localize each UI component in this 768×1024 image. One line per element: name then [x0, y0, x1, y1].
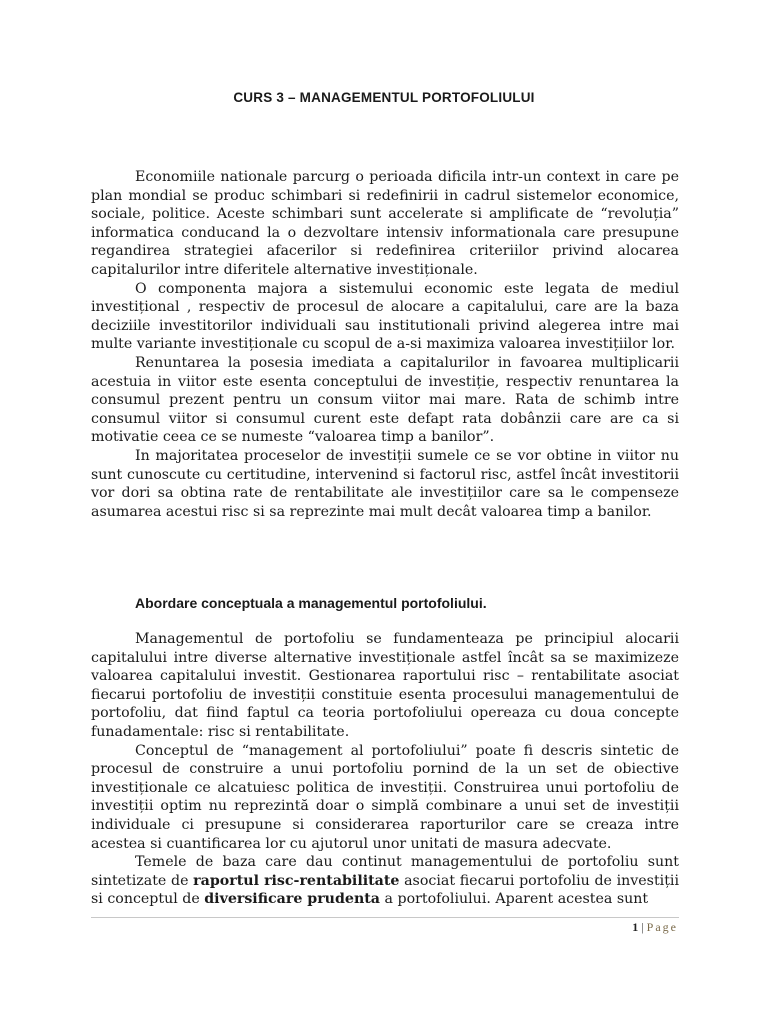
- text-run: Temele de baza care dau continut managementului de portofoliu sunt sintetizate de: [91, 854, 679, 889]
- paragraph: Renuntarea la posesia imediata a capitalurilor in favoarea multiplicarii acestuia in viitor este esenta conceptului de investiție, respectiv renuntarea la consumul prezent pentru un consum viitor mai mare. Rata de schimb intre consumul viitor si consumul curent este defapt rata dobânzii care are ca si motivatie ceea ce se numeste “valoarea timp a banilor”.: [91, 354, 679, 446]
- section-heading: Abordare conceptuala a managementul portofoliului.: [135, 595, 487, 611]
- page-label: Page: [646, 920, 678, 934]
- concept-section: [91, 630, 679, 909]
- text-run: a portofoliului. Aparent acestea sunt: [380, 891, 649, 908]
- paragraph: O componenta majora a sistemului economic este legata de mediul investițional , respectiv de procesul de alocare a capitalului, care are la baza deciziile investitorilor individuali sau institutionali privind alegerea intre mai multe variante investiționale cu scopul de a-si maximiza valoarea investițiilor lor.: [91, 280, 679, 353]
- paragraph: Managementul de portofoliu se fundamenteaza pe principiul alocarii capitalului intre diverse alternative investiționale astfel încât sa se maximizeze valoarea capitalului investit. Gestionarea raportului risc – rentabilitate asociat fiecarui portofoliu de investiții constituie esenta procesului managementului de portofoliu, dat fiind faptul ca teoria portofoliului opereaza cu doua concepte funadamentale: risc si rentabilitate.: [91, 631, 679, 740]
- intro-section: [91, 168, 679, 521]
- paragraph: In majoritatea proceselor de investiții sumele ce se vor obtine in viitor nu sunt cunoscute cu certitudine, intervenind si factorul risc, astfel încât investitorii vor dori sa obtina rate de rentabilitate ale investițiilor care sa le compenseze asumarea acestui risc si sa reprezinte mai mult decât valoarea timp a banilor.: [91, 447, 679, 520]
- page-number: 1: [632, 920, 639, 934]
- bold-term: raportul risc-rentabilitate: [193, 872, 400, 889]
- footer-separator: |: [638, 920, 647, 934]
- page-title: CURS 3 – MANAGEMENTUL PORTOFOLIULUI: [233, 90, 535, 105]
- footer-divider: [91, 917, 679, 918]
- paragraph: Conceptul de “management al portofoliului” poate fi descris sintetic de procesul de construire a unui portofoliu pornind de la un set de obiective investiționale ce alcatuiesc politica de investiții. Construirea unui portofoliu de investiții optim nu reprezintă doar o simplă combinare a unui set de investiții individuale ci presupune si considerarea raporturilor care se creaza intre acestea si cuantificarea lor cu ajutorul unor unitati de masura adecvate.: [91, 742, 679, 852]
- bold-term: diversificare prudenta: [204, 891, 381, 908]
- page-footer: [632, 920, 678, 935]
- paragraph: Economiile nationale parcurg o perioada dificila intr-un context in care pe plan mondial se produc schimbari si redefinirii in cadrul sistemelor economice, sociale, politice. Aceste schimbari sunt accelerate si amplificate de “revoluția” informatica conducand la o dezvoltare intensiv informationala care presupune regandirea strategiei afacerilor si redefinirea criteriilor privind alocarea capitalurilor intre diferitele alternative investiționale.: [91, 169, 679, 278]
- paragraph-with-emphasis: [91, 853, 679, 909]
- text-run: asociat fiecarui portofoliu de investiții si conceptul de: [91, 872, 679, 908]
